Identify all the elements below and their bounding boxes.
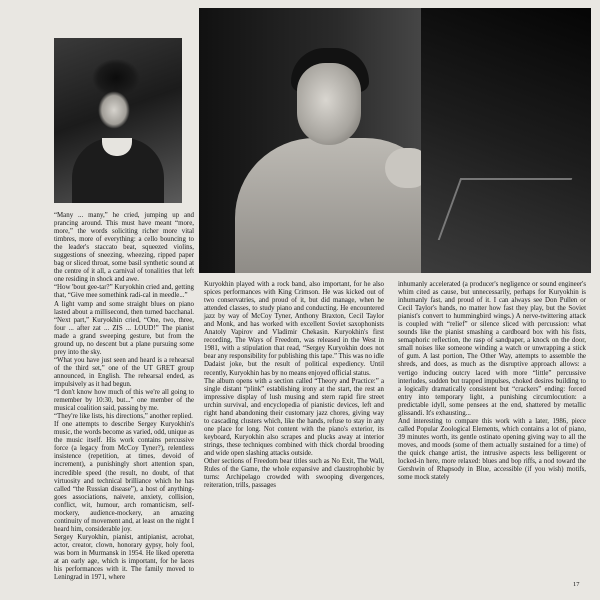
- portrait-photo-small: [54, 38, 182, 203]
- pianist-photo-large: [199, 8, 591, 273]
- article-column-1: “Many ... many,” he cried, jumping up and prancing around. This must have meant “more, more,” the words soliciting richer more vital timbres, more of everything: a cello bouncing to the leader's staccato beat, squeezed violins, suggestions of sneezing, wheezing, ripped paper bag or sliced throat, some basil synthetic sound at the centre of it all, a carnival of tonalities that left one residing in shock and awe. “How 'bout gee-tar?” Kuryokhin cried and, getting that, “Give mee somethink radi-cal in meedle...” A light vamp and some straight blues on piano lasted about a millisecond, then turned bacchanal. “Next part,” Kuryokhin cried, “One, two, three, four ... after zat ... ZIS ... LOUD!” The pianist made a grand sweeping gesture, but from the ground up, no descent but a plane pursuing some prey into the sky. “What you have just seen and heard is a rehearsal of the third set,” one of the UT GRET group announced, in English. The rehearsal ended, as impulsively as it had begun. “I don't know how much of this we're all going to remember by 10:30, but...” one member of the musical coalition said, passing by me. “They're like lists, his directions,” another replied. If one attempts to describe Sergey Kuryokhin's music, the words become as varied, odd, unique as the music itself. His work contains percussive force (a legacy from McCoy Tyner?), relentless insistence (repetition, at times, devoid of increment), a punishingly short attention span, incredible speed (the result, no doubt, of that virtuosity and technical brilliance which he has called “the Russian disease”), a host of anything-goes associations, naivete, anxiety, collision, conflict, wit, humour, arch romanticism, self-mockery, audience-mockery, an amazing continuity of movement and, at least on the night I heard him, considerable joy. Sergey Kuryokhin, pianist, antipianist, acrobat, actor, creator, clown, honorary gypsy, holy fool, was born in Murmansk in 1954. He liked operetta at an early age, which is important, for he laces his performances with it. The family moved to Leningrad in 1971, where: [54, 212, 194, 582]
- page-number: 17: [573, 581, 580, 588]
- article-column-2: Kuryokhin played with a rock band, also important, for he also spices performances with King Crimson. He was kicked out of two conservatries, and proud of it, but did manage, when he attended classes, to study piano and conducting. He encountered jazz by way of McCoy Tyner, Anthony Braxton, Cecil Taylor and Monk, and has worked with excellent Soviet saxophonists Anatoly Vapirov and Vladimir Chekasin. Kuryokhin's first recording, The Ways of Freedom, was released in the West in 1981, with a stipulation that read, “Sergey Kuryokhin does not bear any responsibility for publishing this tape.” This was no idle Dadaist joke, but the result of political expediency. Until recently, Kuryokhin has by no means enjoyed official status. The album opens with a section called “Theory and Practice:” a single distant “plink” establishing irony at the start, the rest an impressive display of lush musing and stern rapid fire street urchin survival, and encyclopedia of pianistic devices, left and right hand abandoning their customary jazz chores, giving way to cascading clusters which, like the hands, refuse to stay in any one place for long. Not content with the piano's exterior, its keyboard, Kuryokhin also scrapes and plucks away at interior strings, these techniques combined with thick chordal brooding and wide open slashing attacks outside. Other sections of Freedom bear titles such as No Exit, The Wall, Rules of the Game, the whole expansive and claustrophobic by turns: Archipelago crowded with swooping divergences, reiteration, trills, passages: [204, 281, 384, 490]
- photo-face-shape: [297, 63, 361, 145]
- article-column-3: inhumanly accelerated (a producer's negligence or sound engineer's whim cited as cause, but unnecessarily, perhaps for Kuryokhin is inhumanly fast, and proud of it. I can always see Don Pullen or Cecil Taylor's hands, no matter how fast they play, but the Soviet pianist's convert to hummingbird wings.) A nerve-twittering attack is coupled with “relief” or silence sliced with percussion: what sounds like the pianist smashing a cardboard box with his fists, semaphoric reflection, the rasp of sandpaper, a knock on the door, small noises like someone winding a watch or unwrapping a stick of gum. A last portion, The Other Way, attempts to assemble the shreds, and does, as much as the disruptive approach allows: a vertigo inducing outcry laced with more “little” percussive interludes, sudden but trapped impulses, choked desires building to a logically dramatically consistent but “crackers” ending: forced entry into temporary light, a punishing circumlocution: a predictable idyll, some pensees at the end, shattered by metallic glissandi. It's exhausting... And interesting to compare this work with a later, 1986, piece called Popular Zoological Elements, which contains a lot of piano, 39 minutes worth, its gentle ostinato opening giving way to all the moves, and moods (some of them actually sustained for a time) of the quick change artist, the intrusive aspects less belligerent or locked-in here, more relaxed: blues and bop riffs, a nod toward the Gershwin of Rhapsody in Blue, accessible (if you wish) motifs, some mock stately: [398, 281, 586, 482]
- photo-music-stand-shape: [438, 178, 573, 240]
